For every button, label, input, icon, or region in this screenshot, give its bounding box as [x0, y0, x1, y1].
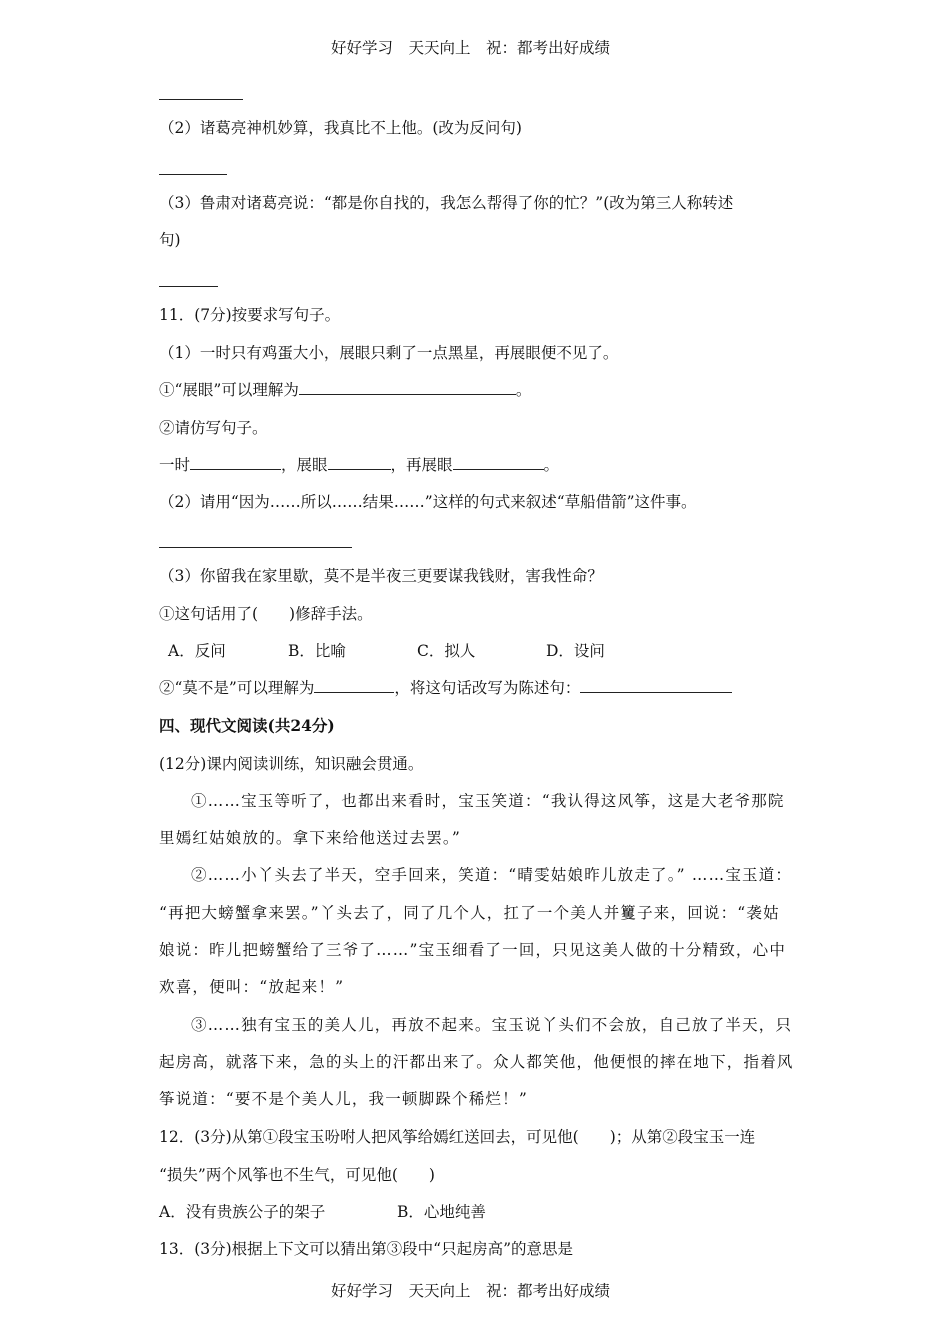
- section4-title: 四、现代文阅读(共24分): [159, 716, 335, 735]
- q11-part3: （3）你留我在家里歇，莫不是半夜三更要谋我钱财，害我性命？: [159, 567, 603, 585]
- answer-blank[interactable]: [314, 678, 394, 693]
- passage-line: 里嫣红姑娘放的。拿下来给他送过去罢。”: [159, 829, 461, 847]
- q11-title: 11．(7分)按要求写句子。: [159, 306, 341, 324]
- answer-blank[interactable]: [299, 380, 516, 395]
- q12-line1: 12．(3分)从第①段宝玉吩咐人把风筝给嫣红送回去，可见他( )；从第②段宝玉一连: [159, 1128, 756, 1146]
- q11-imitate-line: [159, 455, 559, 475]
- passage-line: “再把大螃蟹拿来罢。”丫头去了，同了几个人，扛了一个美人并籰子来，回说：“袭姑: [159, 904, 780, 922]
- q10-part3-line1: （3）鲁肃对诸葛亮说：“都是你自找的，我怎么帮得了你的忙？”(改为第三人称转述: [159, 194, 734, 212]
- q11-part3-b-mid: ，将这句话改写为陈述句：: [394, 679, 581, 697]
- q11-part3-b-prefix: ②“莫不是”可以理解为: [159, 679, 315, 697]
- option-a[interactable]: A．反问: [168, 642, 226, 660]
- q12-line2: “损失”两个风筝也不生气，可见他( ): [159, 1166, 435, 1184]
- passage-line: ①……宝玉等听了，也都出来看时，宝玉笑道：“我认得这风筝，这是大老爷那院: [191, 792, 785, 810]
- answer-blank[interactable]: [580, 678, 732, 693]
- passage-line: ②……小丫头去了半天，空手回来，笑道：“晴雯姑娘昨儿放走了。” ……宝玉道：: [191, 866, 793, 884]
- q11-part3-a: ①这句话用了( )修辞手法。: [159, 605, 373, 623]
- answer-blank[interactable]: [453, 455, 544, 470]
- q11-part1-a: [159, 380, 531, 400]
- q11-part1-b: ②请仿写句子。: [159, 419, 268, 437]
- passage-line: 起房高，就落下来，急的头上的汗都出来了。众人都笑他，他便恨的摔在地下，指着风: [159, 1053, 794, 1071]
- passage-line: 娘说：昨儿把螃蟹给了三爷了……”宝玉细看了一回，只见这美人做的十分精致，心中: [159, 941, 787, 959]
- q11-part2: （2）请用“因为……所以……结果……”这样的句式来叙述“草船借箭”这件事。: [159, 493, 697, 511]
- q11-part1: （1）一时只有鸡蛋大小，展眼只剩了一点黑星，再展眼便不见了。: [159, 344, 619, 362]
- passage-line: 筝说道：“要不是个美人儿，我一顿脚跺个稀烂！”: [159, 1090, 528, 1108]
- q12-option-b[interactable]: B．心地纯善: [397, 1203, 486, 1221]
- section4-intro: (12分)课内阅读训练，知识融会贯通。: [159, 755, 424, 773]
- passage-line: ③……独有宝玉的美人儿，再放不起来。宝玉说丫头们不会放，自己放了半天，只: [191, 1016, 793, 1034]
- option-b[interactable]: B．比喻: [288, 642, 346, 660]
- q11-part3-b: [159, 678, 732, 698]
- q10-part2: （2）诸葛亮神机妙算，我真比不上他。(改为反问句): [159, 119, 522, 137]
- imitate-word-2: ，展眼: [281, 456, 328, 474]
- page-header: 好好学习 天天向上 祝：都考出好成绩: [331, 39, 611, 57]
- option-d[interactable]: D．设问: [546, 642, 605, 660]
- answer-blank[interactable]: [328, 455, 391, 470]
- answer-blank[interactable]: [190, 455, 281, 470]
- q10-part3-line2: 句): [159, 231, 181, 249]
- imitate-word-1: 一时: [159, 456, 191, 474]
- q12-option-a[interactable]: A．没有贵族公子的架子: [159, 1203, 326, 1221]
- passage-line: 欢喜，便叫：“放起来！”: [159, 978, 345, 996]
- answer-line[interactable]: [159, 547, 352, 548]
- answer-line[interactable]: [159, 99, 243, 100]
- answer-line[interactable]: [159, 286, 218, 287]
- imitate-word-3: ，再展眼: [390, 456, 453, 474]
- answer-line[interactable]: [159, 174, 227, 175]
- q11-part1-a-prefix: ①“展眼”可以理解为: [159, 381, 299, 399]
- option-c[interactable]: C．拟人: [417, 642, 476, 660]
- page-footer: 好好学习 天天向上 祝：都考出好成绩: [331, 1282, 611, 1300]
- q11-part1-a-suffix: 。: [515, 381, 532, 399]
- imitate-word-4: 。: [543, 456, 560, 474]
- q13-line1: 13．(3分)根据上下文可以猜出第③段中“只起房高”的意思是: [159, 1240, 574, 1258]
